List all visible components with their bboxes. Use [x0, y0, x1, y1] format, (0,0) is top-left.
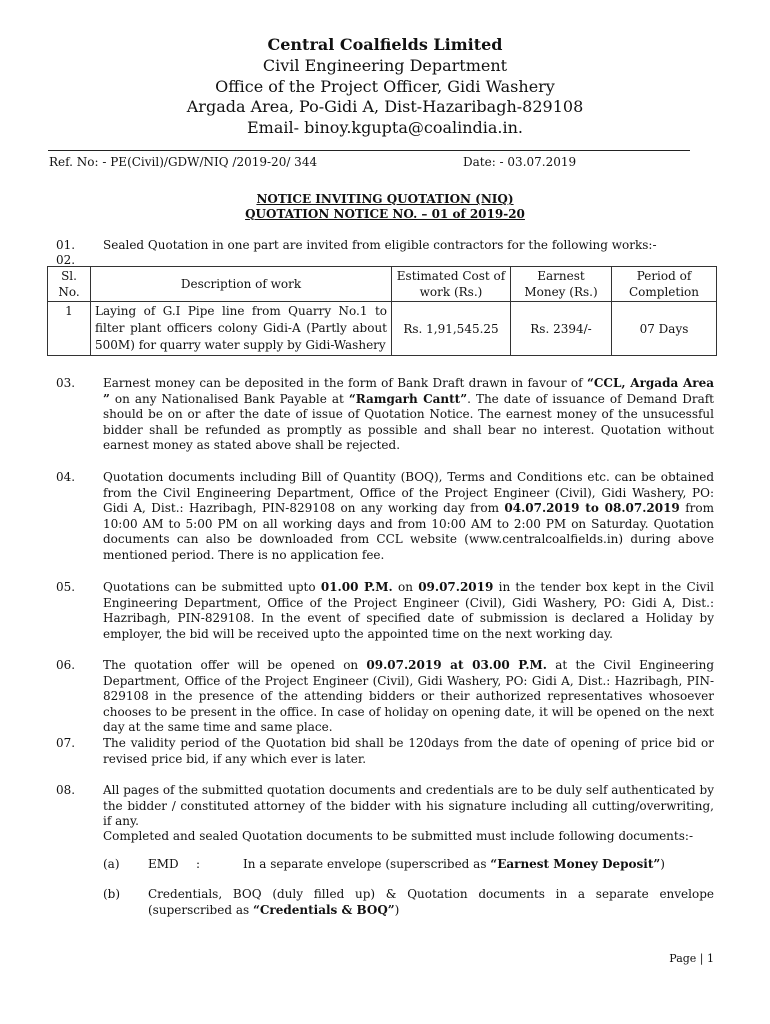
sub-item-label: (b) — [103, 887, 121, 901]
header-divider — [48, 150, 690, 151]
row-cost: Rs. 1,91,545.25 — [392, 302, 511, 356]
department: Civil Engineering Department — [262, 56, 508, 75]
row-period: 07 Days — [612, 302, 717, 356]
notice-title: NOTICE INVITING QUOTATION (NIQ) — [256, 192, 514, 206]
item-number: 06. — [56, 658, 76, 672]
item-01-text: Sealed Quotation in one part are invited from eligible contractors for the following works:- — [103, 238, 657, 252]
item-number: 04. — [56, 470, 76, 484]
row-sl: 1 — [48, 302, 91, 356]
item-04-text: Quotation documents including Bill of Quantity (BOQ), Terms and Conditions etc. can be obtained from the Civil Engineering Department, Office of the Project Engineer (Civil), Gidi Washery, PO: Gidi A, Dist.: Hazribagh, PIN-829108 on any working day from 04.07.2019 to 08.07.2019 from 10:00 AM to 5:00 PM on all working days and from 10:00 AM to 2:00 PM on Saturday. Quotation documents can also be downloaded from CCL website (www.centralcoalfields.in) during above mentioned period. There is no application fee. — [103, 470, 714, 562]
org-name: Central Coalfields Limited — [267, 35, 503, 54]
credentials-text: Credentials, BOQ (duly filled up) & Quotation documents in a separate envelope (superscribed as “Credentials & BOQ”) — [148, 887, 714, 917]
table-header-row — [48, 267, 717, 302]
item-number: 05. — [56, 580, 76, 594]
address: Argada Area, Po-Gidi A, Dist-Hazaribagh-829108 — [186, 97, 584, 116]
item-08-text: All pages of the submitted quotation documents and credentials are to be duly self authenticated by the bidder / constituted attorney of the bidder with his signature including all cutting/overwriting, if any. — [103, 783, 714, 828]
table-row — [48, 302, 717, 356]
notice-number: QUOTATION NOTICE NO. – 01 of 2019-20 — [245, 207, 525, 221]
item-number: 01. — [56, 238, 76, 252]
ref-number: Ref. No: - PE(Civil)/GDW/NIQ /2019-20/ 344 — [49, 155, 318, 169]
header-period: Period of Completion — [612, 267, 717, 302]
emd-text: In a separate envelope (superscribed as “Earnest Money Deposit”) — [243, 857, 665, 871]
works-table — [47, 266, 717, 356]
item-06-text: The quotation offer will be opened on 09.07.2019 at 03.00 P.M. at the Civil Engineering Department, Office of the Project Engineer (Civil), Gidi Washery, PO: Gidi A, Dist.: Hazribagh, PIN-829108 in the presence of the attending bidders or their authorized representatives whosoever chooses to be present in the office. In case of holiday on opening date, it will be opened on the next day at the same time and same place. — [103, 658, 714, 734]
row-description: Laying of G.I Pipe line from Quarry No.1 to filter plant officers colony Gidi-A (Partly about 500M) for quarry water supply by Gidi-Washery — [91, 302, 392, 356]
row-emd: Rs. 2394/- — [511, 302, 612, 356]
item-number: 02. — [56, 253, 76, 267]
header-description: Description of work — [91, 267, 392, 302]
item-number: 08. — [56, 783, 76, 797]
header-sl: Sl. No. — [48, 267, 91, 302]
item-07-text: The validity period of the Quotation bid shall be 120days from the date of opening of price bid or revised price bid, if any which ever is later. — [103, 736, 714, 766]
header-cost: Estimated Cost of work (Rs.) — [392, 267, 511, 302]
date: Date: - 03.07.2019 — [463, 155, 577, 169]
item-number: 07. — [56, 736, 76, 750]
emd-label: EMD — [148, 857, 179, 871]
emd-colon: : — [196, 857, 201, 871]
page-number: Page | 1 — [669, 952, 714, 965]
email: Email- binoy.kgupta@coalindia.in. — [246, 118, 524, 137]
item-number: 03. — [56, 376, 76, 390]
item-03-text: Earnest money can be deposited in the form of Bank Draft drawn in favour of “CCL, Argada Area ” on any Nationalised Bank Payable at “Ramgarh Cantt”. The date of issuance of Demand Draft should be on or after the date of issue of Quotation Notice. The earnest money of the unsucessful bidder shall be refunded as promptly as possible and shall bear no interest. Quotation without earnest money as stated above shall be rejected. — [103, 376, 714, 452]
sub-item-label: (a) — [103, 857, 120, 871]
item-05-text: Quotations can be submitted upto 01.00 P.M. on 09.07.2019 in the tender box kept in the Civil Engineering Department, Office of the Project Engineer (Civil), Gidi Washery, PO: Gidi A, Dist.: Hazribagh, PIN-829108. In the event of specified date of submission is declared a Holiday by employer, the bid will be received upto the appointed time on the next working day. — [103, 580, 715, 641]
item-08-subtext: Completed and sealed Quotation documents to be submitted must include following documents:- — [103, 829, 693, 843]
header-emd: Earnest Money (Rs.) — [511, 267, 612, 302]
office: Office of the Project Officer, Gidi Washery — [215, 77, 555, 96]
